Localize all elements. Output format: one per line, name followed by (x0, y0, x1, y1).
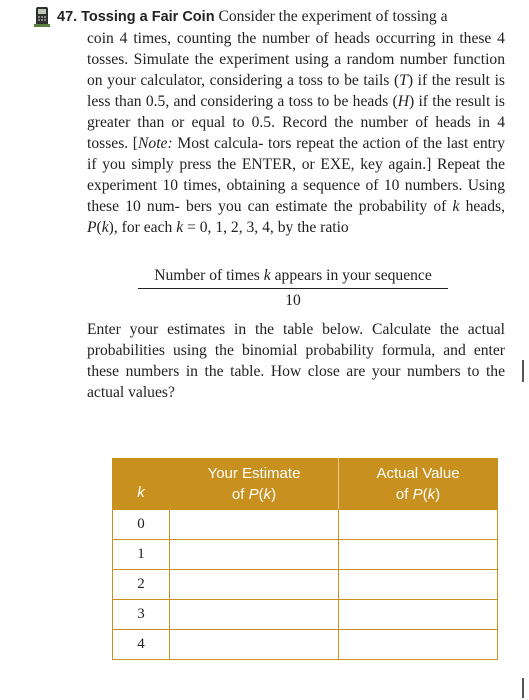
actual-value-cell[interactable] (339, 630, 498, 660)
header-actual: Actual Value of P(k) (339, 459, 498, 510)
estimate-cell[interactable] (170, 570, 339, 600)
estimate-cell[interactable] (170, 540, 339, 570)
table-row (113, 570, 498, 600)
k-value-cell: 1 (113, 540, 170, 570)
problem-text: 47. Tossing a Fair Coin Consider the experiment of tossing a coin 4 times, counting the number of heads occurring in these 4 tosses. Simulate the experiment using a random number function on your calculator, considering a toss to be tails (T) if the result is less than 0.5, and considering a toss to be heads (H) if the result is greater than or equal to 0.5. Record the number of heads in 4 tosses. [Note: Most calcula- tors repeat the action of the last entry if you simply press the ENTER, or EXE, key again.] Repeat the experiment 10 times, obtaining a sequence of 10 numbers. Using these 10 num- bers you can estimate the probability of k heads, P(k), for each k = 0, 1, 2, 3, 4, by the ratio (57, 8, 505, 236)
page-edge-mark (522, 678, 524, 698)
k-value-cell: 3 (113, 600, 170, 630)
table-row (113, 540, 498, 570)
problem-number: 47. (57, 9, 78, 25)
page-edge-mark (522, 360, 524, 382)
actual-value-cell[interactable] (339, 570, 498, 600)
header-k: k (113, 459, 170, 510)
problem-title: Tossing a Fair Coin (81, 9, 215, 25)
table-row (113, 630, 498, 660)
table-header-row (113, 459, 498, 510)
estimate-cell[interactable] (170, 510, 339, 540)
fraction-denominator: 10 (285, 292, 301, 309)
table-row (113, 600, 498, 630)
k-value-cell: 0 (113, 510, 170, 540)
problem-body: coin 4 times, counting the number of heads occurring in these 4 tosses. Simulate the experiment using a random number function on your calculator, considering a toss to be tails (T) if the result is less than 0.5, and considering a toss to be heads (H) if the result is greater than or equal to 0.5. Record the number of heads in 4 tosses. [Note: Most calcula- tors repeat the action of the last entry if you simply press the ENTER, or EXE, key again.] Repeat the experiment 10 times, obtaining a sequence of 10 numbers. Using these 10 num- bers you can estimate the probability of k heads, P(k), for each k = 0, 1, 2, 3, 4, by the ratio (87, 30, 505, 236)
estimate-cell[interactable] (170, 600, 339, 630)
actual-value-cell[interactable] (339, 510, 498, 540)
estimate-cell[interactable] (170, 630, 339, 660)
actual-value-cell[interactable] (339, 600, 498, 630)
table-row (113, 510, 498, 540)
k-value-cell: 4 (113, 630, 170, 660)
k-value-cell: 2 (113, 570, 170, 600)
header-estimate: Your Estimate of P(k) (170, 459, 339, 510)
estimate-table (112, 458, 498, 660)
calculator-icon (34, 6, 50, 28)
ratio-fraction (138, 267, 448, 310)
instructions-paragraph: Enter your estimates in the table below. Calculate the actual probabilities using the binomial probability formula, and enter these numbers in the table. How close are your numbers to the actual values? (87, 321, 505, 401)
fraction-numerator: Number of times k appears in your sequence (138, 267, 448, 289)
actual-value-cell[interactable] (339, 540, 498, 570)
